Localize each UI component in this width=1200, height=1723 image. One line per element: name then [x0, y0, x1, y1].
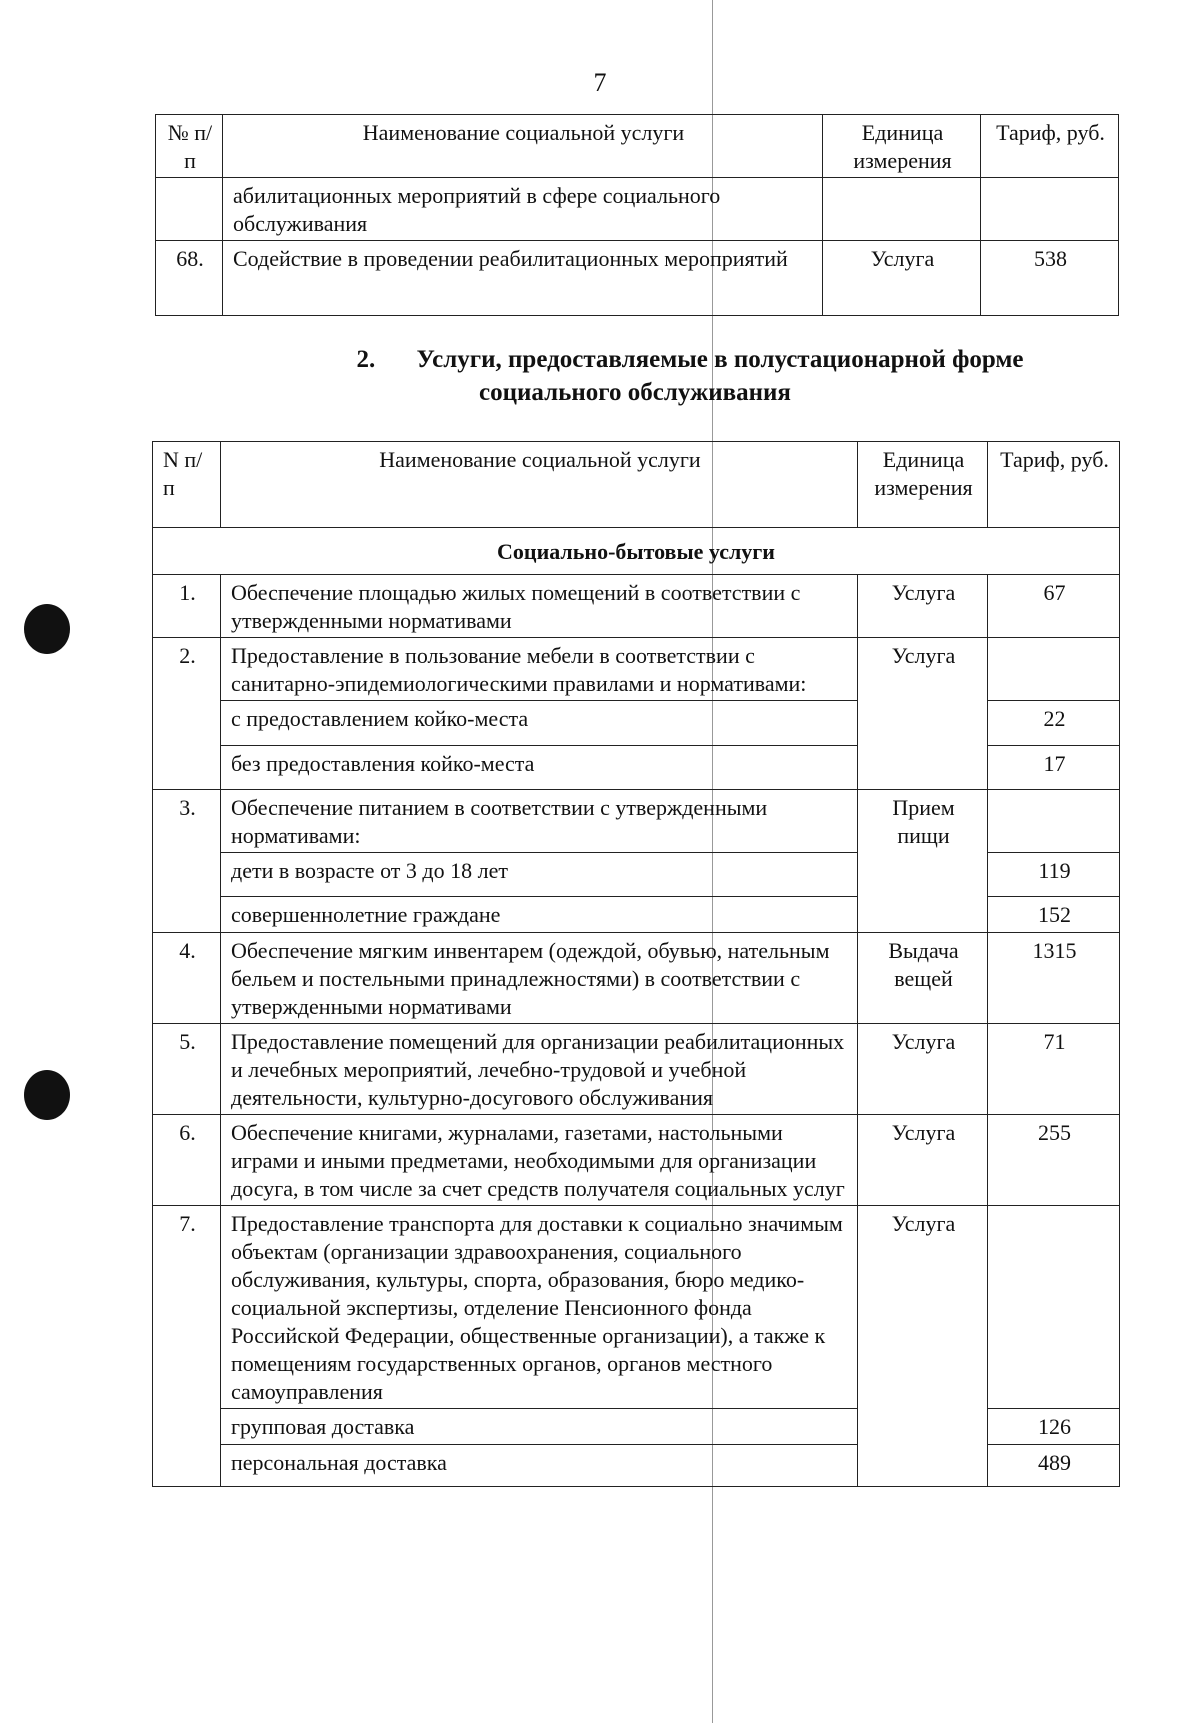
row-name: Предоставление помещений для организации реабилитационных и лечебных мероприятий, лечебно-трудовой и учебной деятельности, культурно-досугового обслуживания [221, 1024, 858, 1115]
row-unit: Услуга [858, 638, 988, 790]
row-tariff [988, 638, 1120, 701]
header-name: Наименование социальной услуги [221, 442, 858, 528]
row-name: Содействие в проведении реабилитационных мероприятий [223, 241, 823, 316]
tariff-table-semi-stationary [152, 441, 1120, 1487]
header-unit: Единица измерения [858, 442, 988, 528]
row-num: 68. [156, 241, 223, 316]
table-row [156, 178, 1119, 241]
row-tariff: 67 [988, 575, 1120, 638]
row-num: 2. [153, 638, 221, 790]
section-title [150, 343, 1120, 409]
row-name: Обеспечение питанием в соответствии с утвержденными нормативами: [221, 790, 858, 853]
row-tariff [988, 790, 1120, 853]
subrow-tariff: 152 [988, 897, 1120, 933]
row-tariff [981, 178, 1119, 241]
tariff-table-continued [155, 114, 1119, 316]
page-number: 7 [593, 68, 607, 97]
subrow-name: без предоставления койко-места [221, 746, 858, 790]
table-row [153, 1115, 1120, 1206]
row-tariff: 538 [981, 241, 1119, 316]
row-tariff [988, 1206, 1120, 1409]
subrow-name: дети в возрасте от 3 до 18 лет [221, 853, 858, 897]
section-number: 2. [356, 346, 376, 373]
section-title-line2: социального обслуживания [479, 379, 791, 406]
subrow-tariff: 17 [988, 746, 1120, 790]
row-name: Обеспечение площадью жилых помещений в соответствии с утвержденными нормативами [221, 575, 858, 638]
subrow-tariff: 126 [988, 1409, 1120, 1445]
row-unit [823, 178, 981, 241]
header-num: N п/п [153, 442, 221, 528]
punch-hole [24, 604, 70, 654]
row-unit: Услуга [823, 241, 981, 316]
table-header-row [156, 115, 1119, 178]
subrow-tariff: 119 [988, 853, 1120, 897]
table-header-row [153, 442, 1120, 528]
row-num: 5. [153, 1024, 221, 1115]
row-unit: Выдача вещей [858, 933, 988, 1024]
subrow-name: с предоставлением койко-места [221, 701, 858, 746]
row-tariff: 1315 [988, 933, 1120, 1024]
row-num: 1. [153, 575, 221, 638]
row-unit: Услуга [858, 1024, 988, 1115]
row-unit: Услуга [858, 575, 988, 638]
row-name: Обеспечение мягким инвентарем (одеждой, обувью, нательным бельем и постельными принадлежностями) в соответствии с утвержденными нормативами [221, 933, 858, 1024]
table-row [153, 1206, 1120, 1409]
row-num: 4. [153, 933, 221, 1024]
header-tariff: Тариф, руб. [988, 442, 1120, 528]
row-num [156, 178, 223, 241]
row-unit: Прием пищи [858, 790, 988, 933]
section-title-line1: Услуги, предоставляемые в полустационарной форме [416, 346, 1024, 373]
row-num: 7. [153, 1206, 221, 1487]
group-title: Социально-бытовые услуги [153, 528, 1120, 575]
row-num: 3. [153, 790, 221, 933]
row-name: Предоставление транспорта для доставки к социально значимым объектам (организации здравоохранения, социального обслуживания, культуры, спорта, образования, бюро медико-социальной экспертизы, отделение Пенсионного фонда Российской Федерации, общественные организации), а также к помещениям государственных органов, органов местного самоуправления [221, 1206, 858, 1409]
header-name: Наименование социальной услуги [223, 115, 823, 178]
row-tariff: 255 [988, 1115, 1120, 1206]
punch-hole [24, 1070, 70, 1120]
subrow-name: персональная доставка [221, 1445, 858, 1487]
row-name: абилитационных мероприятий в сфере социального обслуживания [223, 178, 823, 241]
subrow-name: групповая доставка [221, 1409, 858, 1445]
table-row [156, 241, 1119, 316]
header-num: № п/п [156, 115, 223, 178]
subrow-name: совершеннолетние граждане [221, 897, 858, 933]
subrow-tariff: 489 [988, 1445, 1120, 1487]
table-row [153, 790, 1120, 853]
table-row [153, 575, 1120, 638]
subrow-tariff: 22 [988, 701, 1120, 746]
table-row [153, 933, 1120, 1024]
row-name: Обеспечение книгами, журналами, газетами, настольными играми и иными предметами, необходимыми для организации досуга, в том числе за счет средств получателя социальных услуг [221, 1115, 858, 1206]
header-unit: Единица измерения [823, 115, 981, 178]
header-tariff: Тариф, руб. [981, 115, 1119, 178]
row-unit: Услуга [858, 1115, 988, 1206]
row-tariff: 71 [988, 1024, 1120, 1115]
row-name: Предоставление в пользование мебели в соответствии с санитарно-эпидемиологическими правилами и нормативами: [221, 638, 858, 701]
table-row [153, 1024, 1120, 1115]
row-unit: Услуга [858, 1206, 988, 1487]
group-title-row [153, 528, 1120, 575]
row-num: 6. [153, 1115, 221, 1206]
table-row [153, 638, 1120, 701]
